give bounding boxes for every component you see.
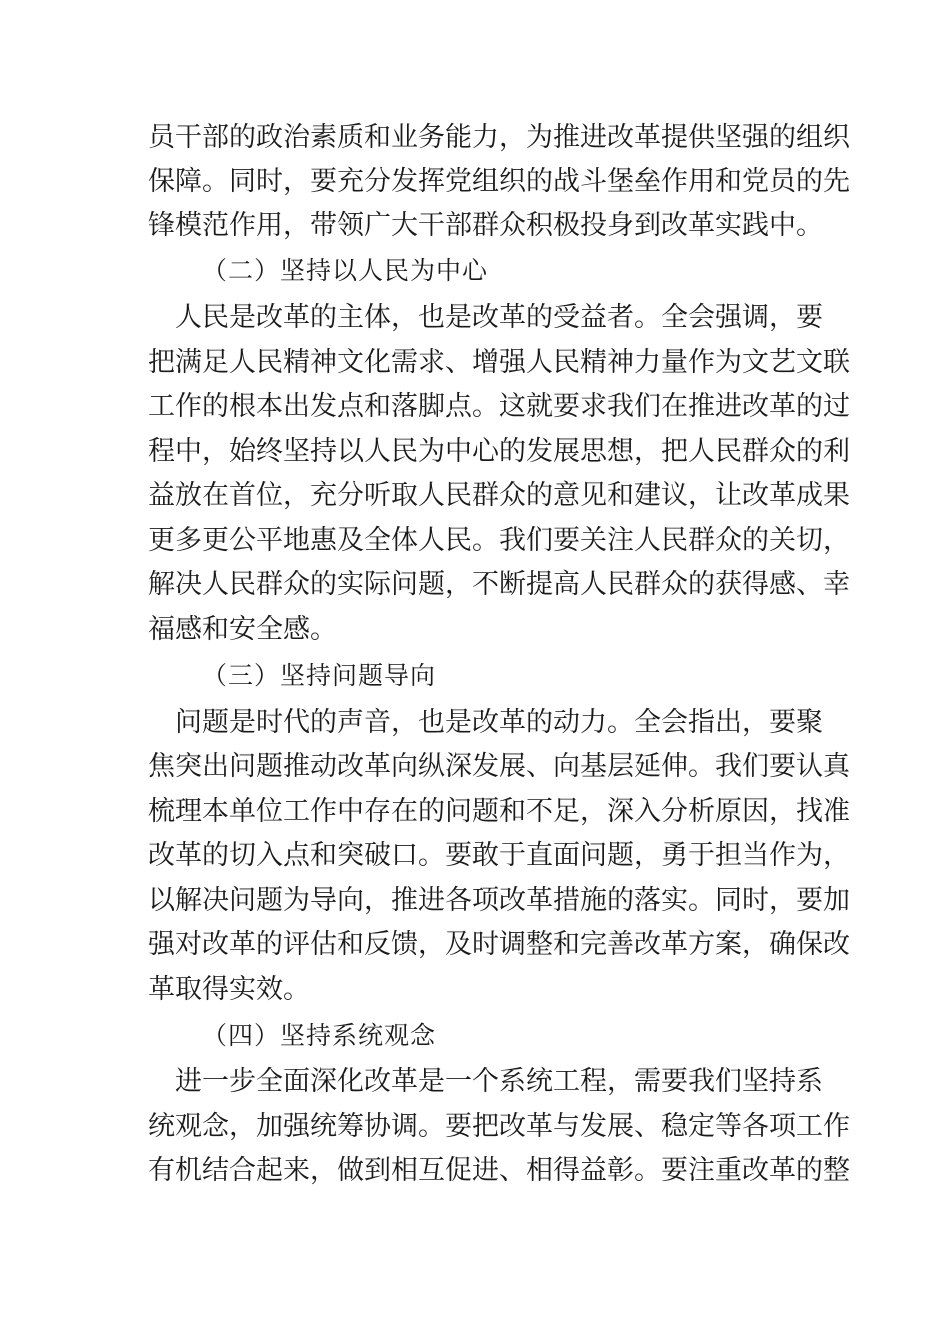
section-heading-2: （二）坚持以人民为中心: [202, 256, 489, 285]
paragraph-2-line-2: 把满足人民精神文化需求、增强人民精神力量作为文艺文联: [148, 347, 850, 378]
paragraph-4-line-3: 有机结合起来，做到相互促进、相得益彰。要注重改革的整: [148, 1155, 850, 1186]
paragraph-3-line-3: 梳理本单位工作中存在的问题和不足，深入分析原因，找准: [148, 796, 850, 827]
paragraph-2-line-7: 解决人民群众的实际问题，不断提高人民群众的获得感、幸: [148, 569, 850, 600]
paragraph-2-line-5: 益放在首位，充分听取人民群众的意见和建议，让改革成果: [148, 480, 850, 511]
paragraph-4-line-2: 统观念，加强统筹协调。要把改革与发展、稳定等各项工作: [148, 1111, 850, 1142]
section-heading-4: （四）坚持系统观念: [202, 1021, 437, 1050]
paragraph-1-line-3: 锋模范作用，带领广大干部群众积极投身到改革实践中。: [148, 210, 823, 241]
paragraph-3-line-1: 问题是时代的声音，也是改革的动力。全会指出，要聚: [148, 707, 823, 738]
paragraph-3-line-4: 改革的切入点和突破口。要敢于直面问题，勇于担当作为，: [148, 840, 850, 871]
paragraph-1-line-2: 保障。同时，要充分发挥党组织的战斗堡垒作用和党员的先: [148, 166, 850, 197]
section-heading-3: （三）坚持问题导向: [202, 661, 437, 690]
paragraph-3-line-2: 焦突出问题推动改革向纵深发展、向基层延伸。我们要认真: [148, 751, 850, 782]
paragraph-3-line-7: 革取得实效。: [148, 974, 310, 1005]
paragraph-2-line-3: 工作的根本出发点和落脚点。这就要求我们在推进改革的过: [148, 391, 850, 422]
paragraph-1-line-1: 员干部的政治素质和业务能力，为推进改革提供坚强的组织: [148, 122, 850, 153]
paragraph-4-line-1: 进一步全面深化改革是一个系统工程，需要我们坚持系: [148, 1066, 823, 1097]
paragraph-2-line-1: 人民是改革的主体，也是改革的受益者。全会强调，要: [148, 302, 823, 333]
paragraph-2-line-4: 程中，始终坚持以人民为中心的发展思想，把人民群众的利: [148, 436, 850, 467]
paragraph-2-line-8: 福感和安全感。: [148, 614, 337, 645]
paragraph-2-line-6: 更多更公平地惠及全体人民。我们要关注人民群众的关切，: [148, 525, 850, 556]
paragraph-3-line-5: 以解决问题为导向，推进各项改革措施的落实。同时，要加: [148, 885, 850, 916]
paragraph-3-line-6: 强对改革的评估和反馈，及时调整和完善改革方案，确保改: [148, 929, 850, 960]
